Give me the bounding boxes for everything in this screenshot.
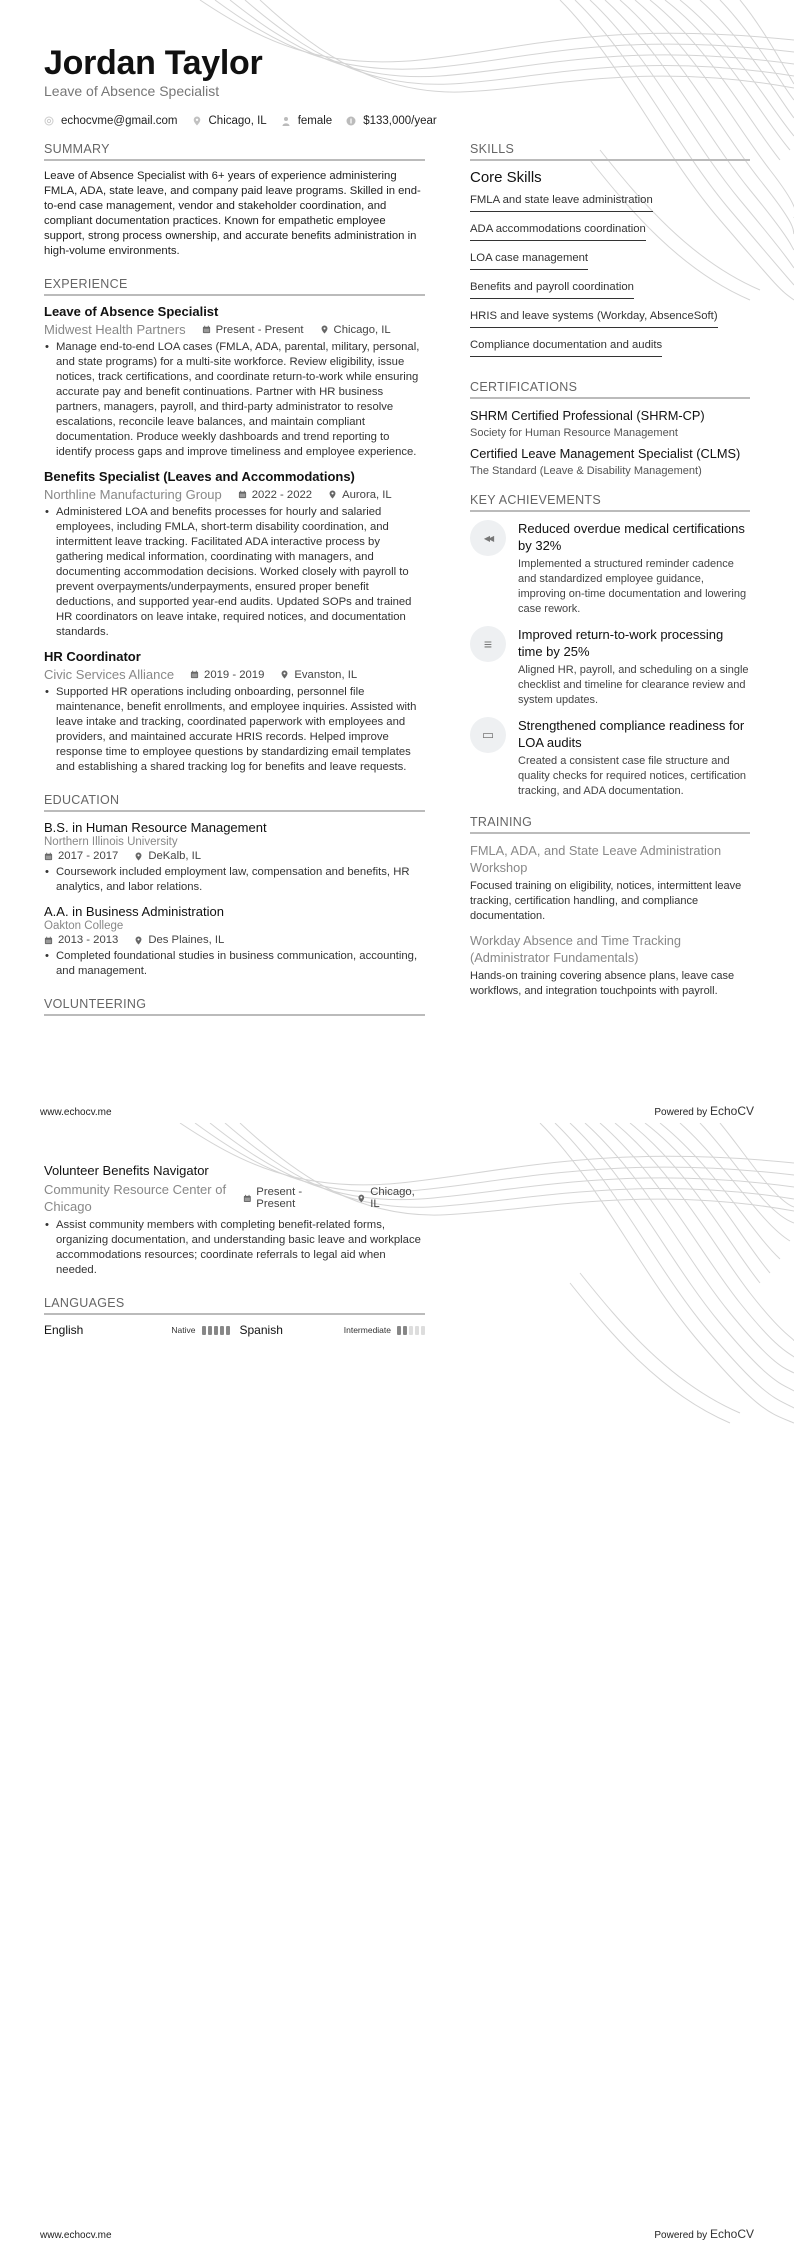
section-title-skills: SKILLS	[470, 142, 750, 161]
section-title-certifications: CERTIFICATIONS	[470, 380, 750, 399]
training-description: Focused training on eligibility, notices, intermittent leave tracking, certification handling, and compliance documentation.	[470, 880, 742, 922]
page-footer	[40, 1104, 754, 1118]
job-description: • Supported HR operations including onboarding, personnel file maintenance, benefit enrollments, and employee inquiries. Assisted with leave intake and tracking, coordinated paperwork with employees and providers, and maintained accurate HRIS records. Helped improve response time to employee questions by standardizing email templates and establishing a shared tracking log for benefits and leave requests.	[44, 685, 425, 775]
job-meta	[44, 487, 425, 502]
resume-page-2	[0, 1123, 794, 2246]
volunteer-dates: Present - Present	[256, 1186, 303, 1210]
section-title-volunteering: VOLUNTEERING	[44, 997, 425, 1016]
calendar-icon	[44, 852, 53, 861]
languages-section	[44, 1296, 425, 1337]
degree: A.A. in Business Administration	[44, 904, 224, 919]
location-text: Chicago, IL	[208, 115, 267, 127]
job-location: Chicago, IL	[333, 323, 391, 336]
certification-name: Certified Leave Management Specialist (CLMS)	[470, 446, 741, 461]
training-item	[470, 932, 750, 999]
education-meta	[44, 934, 425, 946]
section-title-experience: EXPERIENCE	[44, 277, 425, 296]
certification-item	[470, 407, 750, 439]
calendar-icon	[243, 1194, 252, 1203]
volunteering-section	[44, 997, 425, 1016]
skill-item: LOA case management	[470, 252, 588, 270]
job-description: • Manage end-to-end LOA cases (FMLA, ADA, parental, military, personal, and state programs) for a multi-site workforce. Review eligibility, issue notices, track certifications, and coordinate return-to-work while ensuring accurate pay and benefit continuations. Partner with HR business partners, managers, payroll, and third-party administrator to resolve escalations, reconcile leave balances, and maintain compliant documentation. Produce weekly dashboards and trend reporting to identify process gaps and improve timeliness and employee experience.	[44, 340, 425, 460]
experience-item	[44, 649, 425, 775]
volunteer-location: Chicago, IL	[370, 1186, 415, 1210]
language-name: Spanish	[239, 1323, 283, 1337]
certification-issuer: The Standard (Leave & Disability Management)	[470, 465, 702, 477]
contact-row	[44, 115, 437, 127]
section-title-training: TRAINING	[470, 815, 750, 834]
rewind-icon: ◀◀	[470, 520, 506, 556]
certifications-section	[470, 380, 750, 477]
footer-brand[interactable]: EchoCV	[709, 2227, 754, 2241]
at-icon	[44, 116, 54, 126]
contact-location	[192, 115, 267, 127]
certification-issuer: Society for Human Resource Management	[470, 427, 678, 439]
education-location: DeKalb, IL	[148, 850, 202, 862]
calendar-icon	[238, 490, 247, 499]
languages-row	[44, 1323, 425, 1337]
language-item	[44, 1323, 230, 1337]
footer-powered: Powered by EchoCV	[654, 2227, 754, 2241]
achievement-title: Reduced overdue medical certifications by 32%	[518, 521, 745, 553]
training-item	[470, 842, 750, 924]
company-name: Midwest Health Partners	[44, 322, 186, 337]
achievement-description: Aligned HR, payroll, and scheduling on a single checklist and timeline for clearance review and system updates.	[518, 664, 749, 706]
school-name: Northern Illinois University	[44, 836, 178, 848]
gender-text: female	[297, 115, 333, 127]
skill-item: ADA accommodations coordination	[470, 223, 646, 241]
achievement-title: Strengthened compliance readiness for LOA audits	[518, 718, 745, 750]
volunteer-description: • Assist community members with completing benefit-related forms, organizing documentation, and understanding basic leave and workplace accommodations resources; coordinate referrals to legal aid when needed.	[44, 1218, 425, 1278]
candidate-name: Jordan Taylor	[44, 44, 263, 82]
section-title-summary: SUMMARY	[44, 142, 425, 161]
degree: B.S. in Human Resource Management	[44, 820, 267, 835]
volunteer-meta	[44, 1181, 425, 1215]
training-description: Hands-on training covering absence plans, leave case workflows, and integration touchpoints with payroll.	[470, 970, 735, 997]
job-meta	[44, 667, 425, 682]
skill-item: Benefits and payroll coordination	[470, 281, 634, 299]
company-name: Civic Services Alliance	[44, 667, 175, 682]
achievements-section	[470, 493, 750, 799]
section-title-education: EDUCATION	[44, 793, 425, 812]
volunteering-item	[44, 1163, 425, 1278]
lines-icon: ≡	[470, 626, 506, 662]
language-level: Native	[171, 1325, 196, 1335]
training-section	[470, 815, 750, 999]
skills-section	[470, 142, 750, 364]
experience-item	[44, 469, 425, 640]
location-pin-icon	[328, 490, 337, 499]
candidate-title: Leave of Absence Specialist	[44, 83, 220, 99]
proficiency-dots	[397, 1326, 425, 1335]
achievement-item	[470, 520, 750, 617]
salary-text: $133,000/year	[363, 115, 437, 127]
footer-url[interactable]: www.echocv.me	[40, 2230, 112, 2241]
person-icon	[281, 116, 291, 126]
location-pin-icon	[280, 670, 289, 679]
left-column	[44, 142, 425, 1024]
contact-gender	[281, 115, 333, 127]
achievement-item	[470, 626, 750, 708]
education-description: • Coursework included employment law, compensation and benefits, HR analytics, and labor relations.	[44, 865, 425, 895]
section-title-achievements: KEY ACHIEVEMENTS	[470, 493, 750, 512]
job-location: Aurora, IL	[342, 488, 392, 501]
job-title: Leave of Absence Specialist	[44, 304, 219, 319]
footer-powered: Powered by EchoCV	[654, 1104, 754, 1118]
education-dates: 2017 - 2017	[58, 850, 119, 862]
job-title: HR Coordinator	[44, 649, 141, 664]
summary-section	[44, 142, 425, 259]
achievement-item	[470, 717, 750, 799]
right-column	[470, 142, 750, 1007]
resume-header	[44, 44, 437, 127]
volunteer-org: Community Resource Center of Chicago	[44, 1182, 227, 1214]
job-description: • Administered LOA and benefits processes for hourly and salaried employees, including FMLA, short-term disability coordination, and intermittent leave tracking. Facilitated ADA interactive process by gathering medical information, coordinating with managers, and documenting accommodation decisions. Worked closely with payroll to prevent overpayments/underpayments, ensured proper benefit deductions, and supported year-end audits. Updated SOPs and trained HR coordinators on leave intake, required notices, and documentation standards.	[44, 505, 425, 640]
school-name: Oakton College	[44, 920, 124, 932]
job-location: Evanston, IL	[294, 668, 358, 681]
skill-item: Compliance documentation and audits	[470, 339, 662, 357]
email-text: echocvme@gmail.com	[61, 115, 178, 127]
education-item	[44, 904, 425, 979]
achievement-description: Implemented a structured reminder cadence and standardized employee guidance, improving on-time documentation and lowering case rework.	[518, 558, 747, 615]
education-location: Des Plaines, IL	[148, 934, 225, 946]
language-item	[240, 1323, 426, 1337]
proficiency-dots	[202, 1326, 230, 1335]
location-pin-icon	[134, 936, 143, 945]
experience-section	[44, 277, 425, 775]
achievement-title: Improved return-to-work processing time by 25%	[518, 627, 724, 659]
calendar-icon	[202, 325, 211, 334]
volunteer-role: Volunteer Benefits Navigator	[44, 1163, 209, 1178]
job-dates: 2022 - 2022	[251, 488, 313, 501]
skills-group-heading: Core Skills	[470, 169, 542, 186]
footer-url[interactable]: www.echocv.me	[40, 1107, 112, 1118]
education-dates: 2013 - 2013	[58, 934, 119, 946]
salary-icon	[346, 116, 356, 126]
section-title-languages: LANGUAGES	[44, 1296, 425, 1315]
skill-item: HRIS and leave systems (Workday, AbsenceSoft)	[470, 310, 718, 328]
job-dates: 2019 - 2019	[204, 668, 265, 681]
summary-text: Leave of Absence Specialist with 6+ years of experience administering FMLA, ADA, state leave, and company paid leave programs. Skilled in end-to-end case management, vendor and stakeholder coordination, and compliant documentation practices. Known for empathetic employee support, strong process ownership, and accurate benefits administration in high-volume environments.	[44, 170, 421, 257]
achievement-description: Created a consistent case file structure and quality checks for required notices, certification tracking, and ADA documentation.	[518, 755, 747, 797]
skill-item: FMLA and state leave administration	[470, 194, 653, 212]
job-meta	[44, 322, 425, 337]
training-name: FMLA, ADA, and State Leave Administration Workshop	[470, 843, 722, 875]
certification-item	[470, 445, 750, 477]
education-section	[44, 793, 425, 979]
page-footer	[40, 2227, 754, 2241]
language-level: Intermediate	[343, 1325, 391, 1335]
calendar-icon	[44, 936, 53, 945]
calendar-icon	[190, 670, 199, 679]
location-pin-icon	[320, 325, 329, 334]
contact-salary	[346, 115, 437, 127]
education-meta	[44, 850, 425, 862]
location-pin-icon	[134, 852, 143, 861]
job-dates: Present - Present	[215, 323, 304, 336]
language-name: English	[44, 1323, 84, 1337]
contact-email[interactable]	[44, 115, 178, 127]
training-name: Workday Absence and Time Tracking (Administrator Fundamentals)	[470, 933, 682, 965]
calendar-icon: ▭	[470, 717, 506, 753]
job-title: Benefits Specialist (Leaves and Accommodations)	[44, 469, 355, 484]
education-item	[44, 820, 425, 895]
education-description: • Completed foundational studies in business communication, accounting, and management.	[44, 949, 425, 979]
experience-item	[44, 304, 425, 460]
location-pin-icon	[357, 1194, 366, 1203]
left-column-continued	[44, 1163, 425, 1337]
company-name: Northline Manufacturing Group	[44, 487, 222, 502]
certification-name: SHRM Certified Professional (SHRM-CP)	[470, 408, 705, 423]
footer-brand[interactable]: EchoCV	[709, 1104, 754, 1118]
location-pin-icon	[192, 116, 202, 126]
